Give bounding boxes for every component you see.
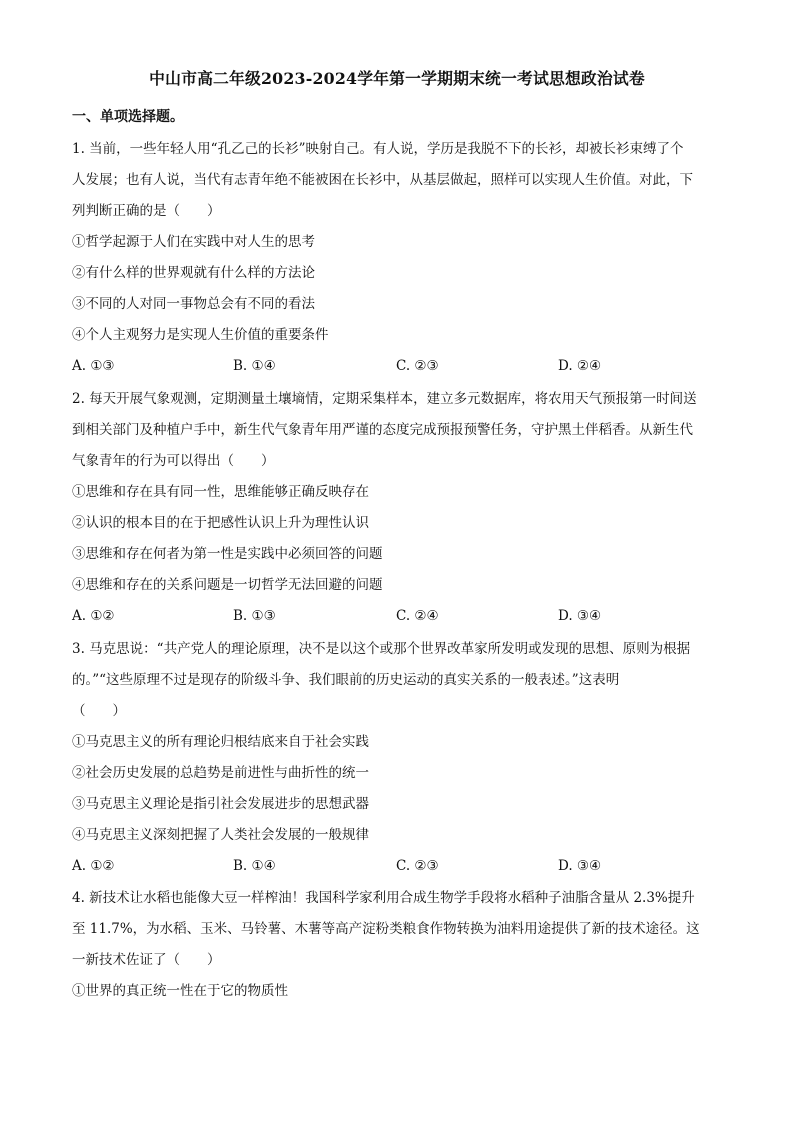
- q1-statement-2: ②有什么样的世界观就有什么样的方法论: [72, 265, 315, 281]
- q1-stem-line-3: 列判断正确的是（ ）: [72, 203, 221, 219]
- q1-statement-3: ③不同的人对同一事物总会有不同的看法: [72, 296, 315, 312]
- q1-stem-line-2: 人发展；也有人说，当代有志青年绝不能被困在长衫中，从基层做起，照样可以实现人生价值。对此，下: [72, 172, 693, 188]
- q4-stem-line-3: 一新技术佐证了（ ）: [72, 952, 221, 968]
- q3-stem-line-3: （ ）: [72, 703, 126, 719]
- section-heading: 一、单项选择题。: [72, 109, 184, 125]
- q1-option-c: C. ②③: [396, 358, 439, 374]
- q2-option-b: B. ①③: [233, 608, 276, 624]
- q3-statement-4: ④马克思主义深刻把握了人类社会发展的一般规律: [72, 827, 369, 843]
- q3-statement-3: ③马克思主义理论是指引社会发展进步的思想武器: [72, 796, 369, 812]
- q4-statement-1: ①世界的真正统一性在于它的物质性: [72, 983, 288, 999]
- q2-statement-1: ①思维和存在具有同一性，思维能够正确反映存在: [72, 484, 369, 500]
- q2-option-d: D. ③④: [558, 608, 602, 624]
- q1-option-d: D. ②④: [558, 358, 602, 374]
- q1-statement-4: ④个人主观努力是实现人生价值的重要条件: [72, 327, 329, 343]
- q3-option-b: B. ①④: [233, 858, 276, 874]
- q2-statement-3: ③思维和存在何者为第一性是实践中必须回答的问题: [72, 546, 383, 562]
- q1-statement-1: ①哲学起源于人们在实践中对人生的思考: [72, 234, 315, 250]
- q1-option-a: A. ①③: [72, 358, 115, 374]
- q2-option-a: A. ①②: [72, 608, 115, 624]
- q1-stem-line-1: 1. 当前，一些年轻人用“孔乙己的长衫”映射自己。有人说，学历是我脱不下的长衫，却被长衫束缚了个: [72, 141, 684, 157]
- q4-stem-line-1: 4. 新技术让水稻也能像大豆一样榨油！我国科学家利用合成生物学手段将水稻种子油脂含量从 2.3%提升: [72, 890, 695, 906]
- q2-stem-line-2: 到相关部门及种植户手中，新生代气象青年用严谨的态度完成预报预警任务，守护黑土伴稻香。从新生代: [72, 422, 693, 438]
- q3-stem-line-1: 3. 马克思说：“共产党人的理论原理，决不是以这个或那个世界改革家所发明或发现的思想、原则为根据: [72, 641, 691, 657]
- q1-option-b: B. ①④: [233, 358, 276, 374]
- q3-stem-line-2: 的。”“这些原理不过是现存的阶级斗争、我们眼前的历史运动的真实关系的一般表述。”这表明: [72, 672, 620, 688]
- q3-option-a: A. ①②: [72, 858, 115, 874]
- q2-statement-4: ④思维和存在的关系问题是一切哲学无法回避的问题: [72, 577, 383, 593]
- q3-option-d: D. ③④: [558, 858, 602, 874]
- q3-statement-2: ②社会历史发展的总趋势是前进性与曲折性的统一: [72, 765, 369, 781]
- q2-option-c: C. ②④: [396, 608, 439, 624]
- exam-title: 中山市高二年级2023-2024学年第一学期期末统一考试思想政治试卷: [149, 69, 645, 88]
- q2-statement-2: ②认识的根本目的在于把感性认识上升为理性认识: [72, 515, 369, 531]
- q3-statement-1: ①马克思主义的所有理论归根结底来自于社会实践: [72, 734, 369, 750]
- q2-stem-line-3: 气象青年的行为可以得出（ ）: [72, 453, 275, 469]
- q3-option-c: C. ②③: [396, 858, 439, 874]
- q2-stem-line-1: 2. 每天开展气象观测，定期测量土壤墒情，定期采集样本，建立多元数据库，将农用天气预报第一时间送: [72, 391, 697, 407]
- q4-stem-line-2: 至 11.7%，为水稻、玉米、马铃薯、木薯等高产淀粉类粮食作物转换为油料用途提供了新的技术途径。这: [72, 921, 700, 937]
